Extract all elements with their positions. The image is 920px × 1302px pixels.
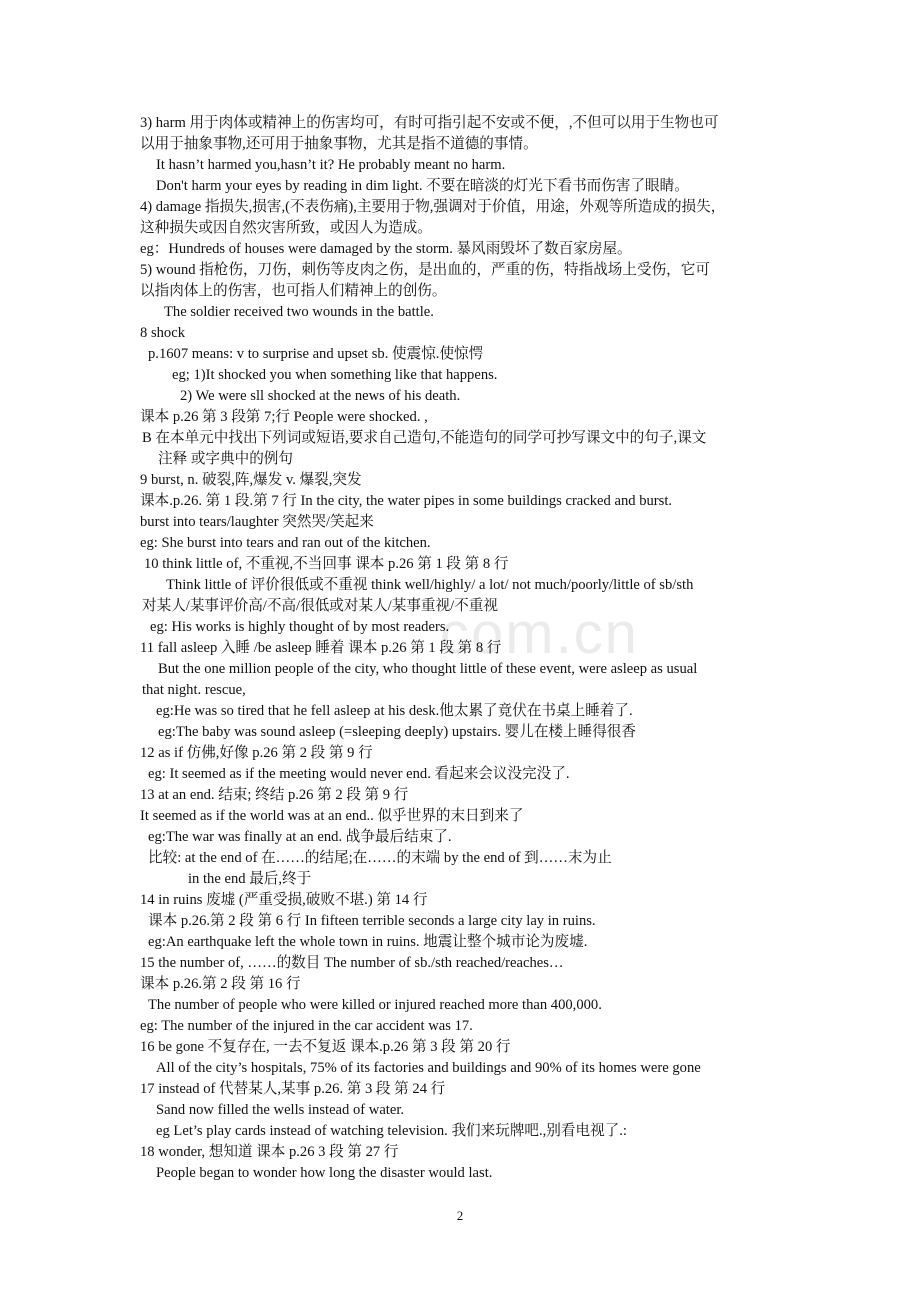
text-line: The soldier received two wounds in the battle.	[164, 304, 434, 320]
text-line: 4) damage 指损失,损害,(不表伤痛),主要用于物,强调对于价值，用途，外观等所造成的损失，	[140, 199, 726, 215]
text-line: All of the city’s hospitals, 75% of its factories and buildings and 90% of its homes were gone	[156, 1060, 701, 1076]
text-line: eg: His works is highly thought of by most readers.	[150, 619, 450, 635]
text-line: 13 at an end. 结束; 终结 p.26 第 2 段 第 9 行	[140, 787, 409, 803]
text-line: 17 instead of 代替某人,某事 p.26. 第 3 段 第 24 行	[140, 1081, 446, 1097]
text-line: eg:He was so tired that he fell asleep at his desk.他太累了竟伏在书桌上睡着了.	[156, 703, 633, 719]
text-line: 课本 p.26 第 3 段第 7;行 People were shocked. ,	[140, 409, 428, 425]
text-line: p.1607 means: v to surprise and upset sb. 使震惊.使惊愕	[148, 346, 484, 362]
text-line: that night. rescue,	[142, 682, 246, 698]
text-line: eg: It seemed as if the meeting would never end. 看起来会议没完没了.	[148, 766, 570, 782]
text-line: eg: The number of the injured in the car accident was 17.	[140, 1018, 473, 1034]
text-line: Sand now filled the wells instead of water.	[156, 1102, 405, 1118]
text-line: eg:The war was finally at an end. 战争最后结束了.	[148, 829, 452, 845]
text-line: B 在本单元中找出下列词或短语,要求自己造句,不能造句的同学可抄写课文中的句子,课文	[142, 430, 707, 446]
text-line: Don't harm your eyes by reading in dim light. 不要在暗淡的灯光下看书而伤害了眼睛。	[156, 178, 689, 194]
text-line: 课本 p.26.第 2 段 第 6 行 In fifteen terrible seconds a large city lay in ruins.	[148, 913, 596, 929]
text-line: 16 be gone 不复存在, 一去不复返 课本.p.26 第 3 段 第 20 行	[140, 1039, 511, 1055]
text-line: eg：Hundreds of houses were damaged by the storm. 暴风雨毁坏了数百家房屋。	[140, 241, 632, 257]
text-line: But the one million people of the city, who thought little of these event, were asleep as usual	[158, 661, 698, 677]
text-line: Think little of 评价很低或不重视 think well/highly/ a lot/ not much/poorly/little of sb/sth	[166, 577, 694, 593]
watermark: com.cn	[440, 601, 639, 666]
text-line: eg:An earthquake left the whole town in ruins. 地震让整个城市论为废墟.	[148, 934, 588, 950]
text-line: 比较: at the end of 在……的结尾;在……的末端 by the end of 到……末为止	[148, 850, 612, 866]
text-line: 3) harm 用于肉体或精神上的伤害均可，有时可指引起不安或不便，,不但可以用于生物也可	[140, 115, 719, 131]
text-line: 2) We were sll shocked at the news of his death.	[180, 388, 461, 404]
text-line: It seemed as if the world was at an end.. 似乎世界的末日到来了	[140, 808, 524, 824]
text-line: 以用于抽象事物,还可用于抽象事物，尤其是指不道德的事情。	[140, 136, 538, 152]
text-line: eg:The baby was sound asleep (=sleeping deeply) upstairs. 婴儿在楼上睡得很香	[158, 724, 636, 740]
text-line: 5) wound 指枪伤，刀伤，刺伤等皮肉之伤，是出血的，严重的伤，特指战场上受伤，它可	[140, 262, 710, 278]
text-line: 11 fall asleep 入睡 /be asleep 睡着 课本 p.26 第 1 段 第 8 行	[140, 640, 502, 656]
text-line: 注释 或字典中的例句	[158, 451, 293, 467]
text-line: in the end 最后,终于	[188, 871, 312, 887]
page-number: 2	[456, 1208, 464, 1223]
text-line: People began to wonder how long the disaster would last.	[156, 1165, 493, 1181]
text-line: It hasn’t harmed you,hasn’t it? He probably meant no harm.	[156, 157, 506, 173]
text-line: 14 in ruins 废墟 (严重受损,破败不堪.) 第 14 行	[140, 892, 428, 908]
text-line: 这种损失或因自然灾害所致，或因人为造成。	[140, 220, 432, 236]
text-line: 12 as if 仿佛,好像 p.26 第 2 段 第 9 行	[140, 745, 373, 761]
text-line: 课本 p.26.第 2 段 第 16 行	[140, 976, 301, 992]
text-line: 对某人/某事评价高/不高/很低或对某人/某事重视/不重视	[142, 598, 498, 614]
text-line: 18 wonder, 想知道 课本 p.26 3 段 第 27 行	[140, 1144, 399, 1160]
text-line: eg; 1)It shocked you when something like that happens.	[172, 367, 498, 383]
text-line: burst into tears/laughter 突然哭/笑起来	[140, 514, 374, 530]
text-line: 10 think little of, 不重视,不当回事 课本 p.26 第 1 段 第 8 行	[144, 556, 509, 572]
text-line: 9 burst, n. 破裂,阵,爆发 v. 爆裂,突发	[140, 472, 362, 488]
text-line: eg: She burst into tears and ran out of the kitchen.	[140, 535, 431, 551]
text-line: 8 shock	[140, 325, 185, 341]
text-line: The number of people who were killed or injured reached more than 400,000.	[148, 997, 602, 1013]
text-line: 15 the number of, ……的数目 The number of sb./sth reached/reaches…	[140, 955, 564, 971]
text-line: eg Let’s play cards instead of watching television. 我们来玩牌吧.,别看电视了.:	[156, 1123, 627, 1139]
text-line: 以指肉体上的伤害，也可指人们精神上的创伤。	[140, 283, 447, 299]
text-line: 课本.p.26. 第 1 段.第 7 行 In the city, the water pipes in some buildings cracked and burst.	[140, 493, 673, 509]
